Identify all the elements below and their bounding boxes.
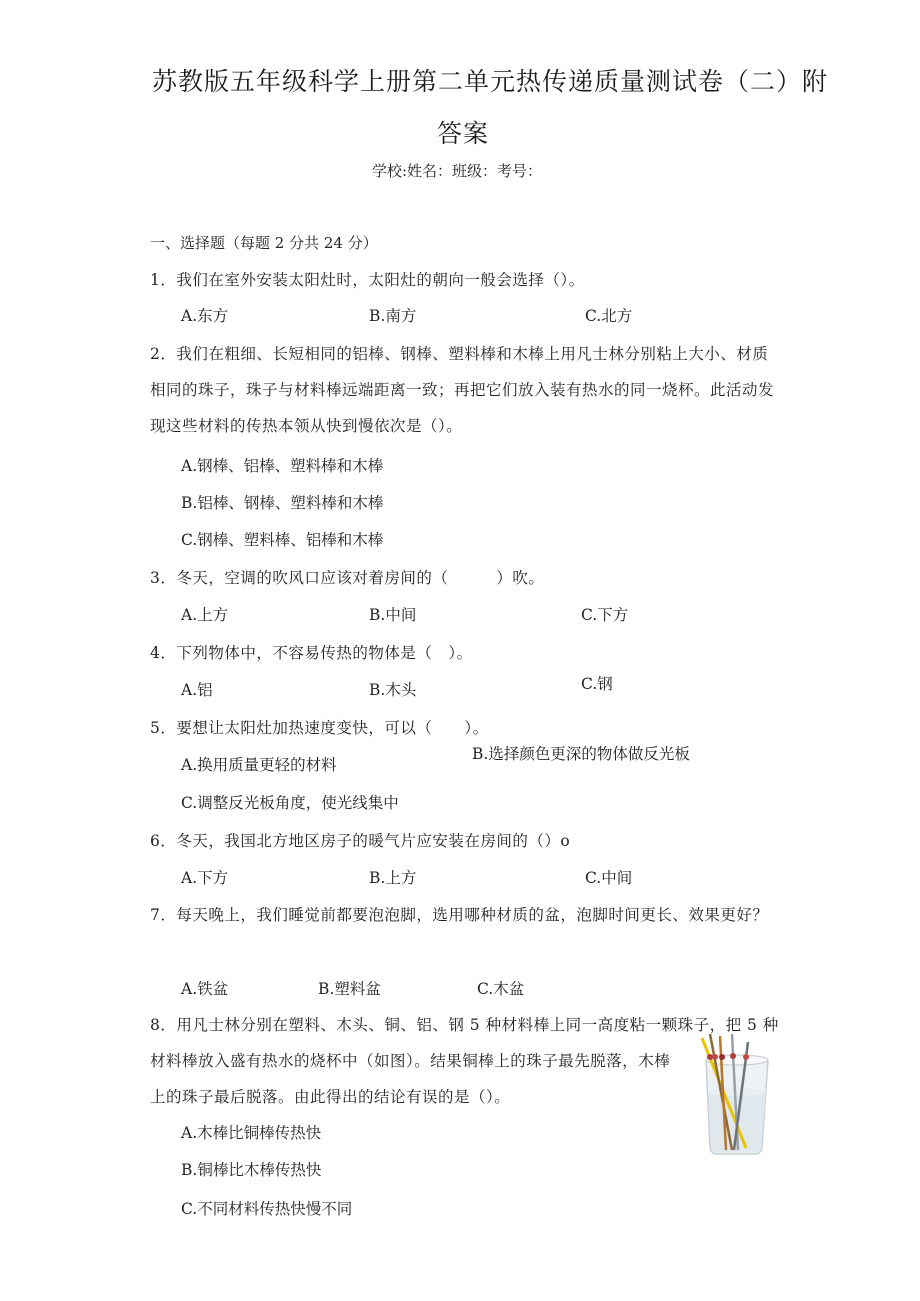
question-8-option-a: A.木棒比铜棒传热快 [181,1124,322,1142]
question-3-option-a: A.上方 [181,606,229,624]
question-3-option-c: C.下方 [581,606,629,624]
question-3-option-b: B.中间 [369,606,417,624]
question-2-option-b: B.铝棒、钢棒、塑料棒和木棒 [181,494,384,512]
question-8-line1: 8．用凡士林分别在塑料、木头、铜、铝、钢 5 种材料棒上同一高度粘一颗珠子，把 5 种 [150,1016,779,1034]
question-6-option-c: C.中间 [585,869,633,887]
doc-title-line1: 苏教版五年级科学上册第二单元热传递质量测试卷（二）附 [152,67,829,96]
question-8-line2: 材料棒放入盛有热水的烧杯中（如图）。结果铜棒上的珠子最先脱落，木棒 [150,1052,671,1070]
section-heading: 一、选择题（每题 2 分共 24 分） [150,234,378,252]
question-1-stem: 1．我们在室外安装太阳灶时，太阳灶的朝向一般会选择（）。 [150,271,585,289]
question-1-option-c: C.北方 [585,307,633,325]
question-6-option-b: B.上方 [369,869,417,887]
question-6-option-a: A.下方 [181,869,229,887]
doc-title-line2: 答案 [437,119,490,148]
question-2-option-a: A.钢棒、铝棒、塑料棒和木棒 [181,457,384,475]
question-2-option-c: C.钢棒、塑料棒、铝棒和木棒 [181,531,384,549]
question-2-line2: 相同的珠子，珠子与材料棒远端距离一致；再把它们放入装有热水的同一烧杯。此活动发 [150,381,775,399]
question-5-option-a: A.换用质量更轻的材料 [181,756,337,774]
question-7-option-a: A.铁盆 [181,980,229,998]
question-6-stem: 6．冬天，我国北方地区房子的暖气片应安装在房间的（）o [150,832,571,850]
question-8-line3: 上的珠子最后脱落。由此得出的结论有误的是（）。 [150,1088,511,1106]
question-4-option-a: A.铝 [181,681,213,699]
question-5-stem: 5．要想让太阳灶加热速度变快，可以（ ）。 [150,719,489,737]
question-7-option-b: B.塑料盆 [318,980,381,998]
beaker-figure [688,1030,778,1160]
question-8-option-b: B.铜棒比木棒传热快 [181,1161,322,1179]
question-4-stem: 4．下列物体中，不容易传热的物体是（ ）。 [150,644,473,662]
beaker-with-rods-image [688,1030,778,1160]
question-4-option-b: B.木头 [369,681,417,699]
doc-meta: 学校:姓名：班级：考号： [372,162,543,180]
question-2-line1: 2．我们在粗细、长短相同的铝棒、钢棒、塑料棒和木棒上用凡士林分别粘上大小、材质 [150,345,769,363]
question-1-option-b: B.南方 [369,307,417,325]
question-4-option-c: C.钢 [581,675,613,693]
question-5-option-c: C.调整反光板角度，使光线集中 [181,794,399,812]
question-1-option-a: A.东方 [181,307,229,325]
question-2-line3: 现这些材料的传热本领从快到慢依次是（）。 [150,417,463,435]
question-3-stem: 3．冬天，空调的吹风口应该对着房间的（ ）吹。 [150,569,545,587]
question-7-option-c: C.木盆 [477,980,525,998]
question-8-option-c: C.不同材料传热快慢不同 [181,1200,353,1218]
question-7-stem: 7．每天晚上，我们睡觉前都要泡泡脚，选用哪种材质的盆，泡脚时间更长、效果更好？ [150,906,769,924]
question-5-option-b: B.选择颜色更深的物体做反光板 [472,745,690,763]
